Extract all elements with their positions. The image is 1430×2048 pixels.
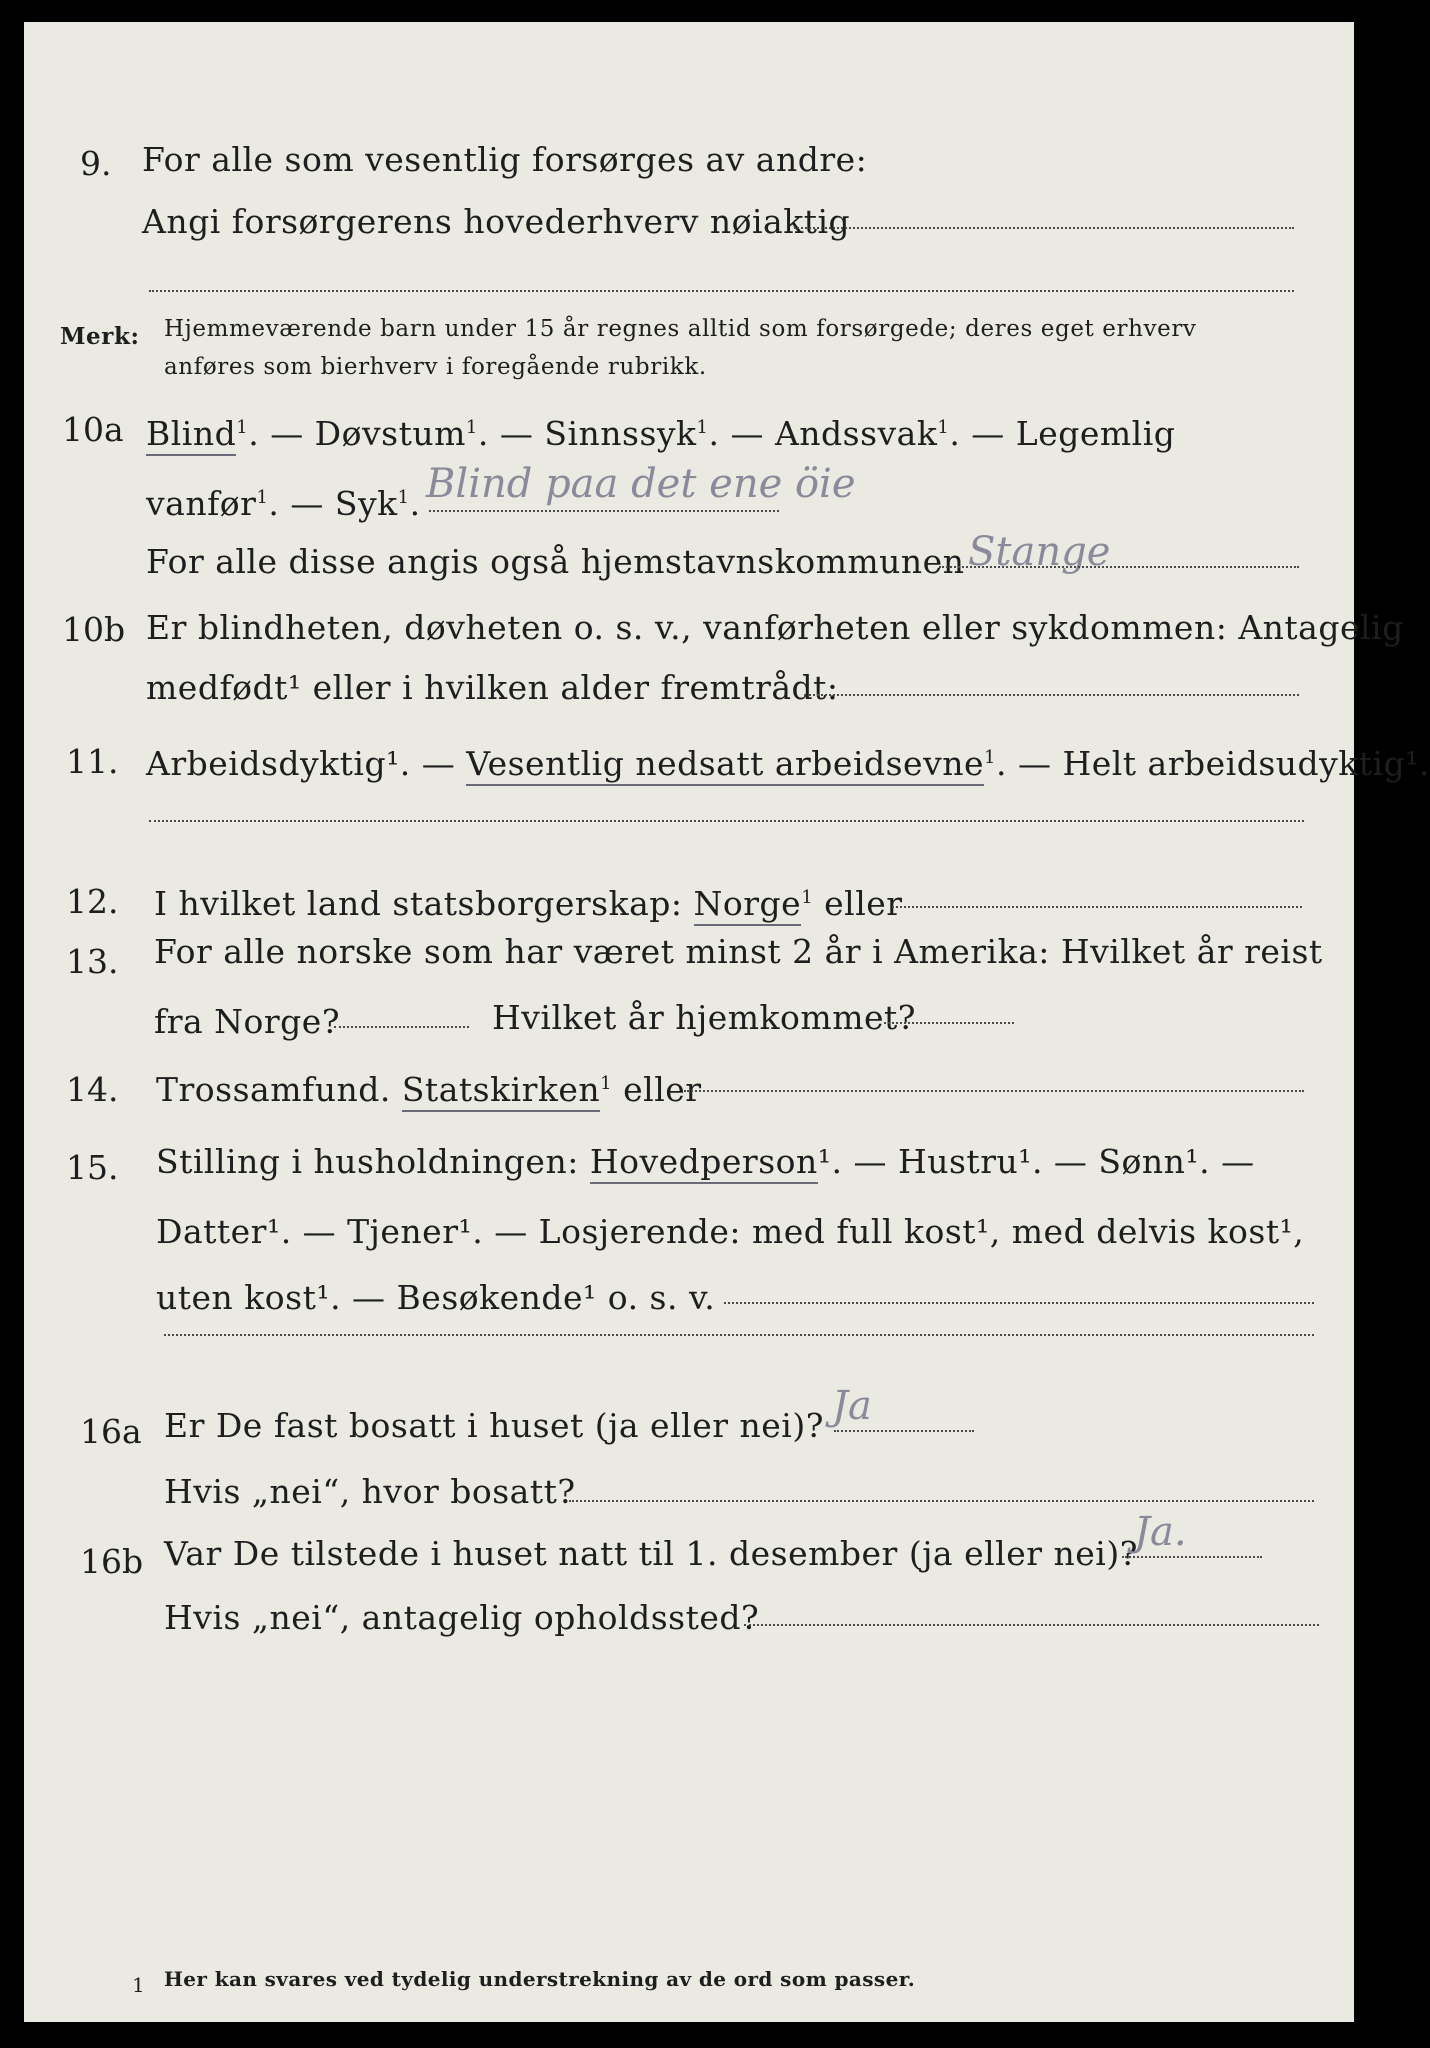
q13-line2b: Hvilket år hjemkommet? (492, 998, 916, 1037)
q10a-number: 10a (62, 410, 124, 449)
q15-line1: Stilling i husholdningen: Hovedperson¹. — Hustru¹. — Sønn¹. — (156, 1142, 1255, 1182)
q12-number: 12. (66, 882, 119, 921)
q13-reist-line[interactable] (334, 1026, 469, 1028)
footnote-mark: 1 (132, 1973, 146, 1997)
q10a-answer-line[interactable] (429, 510, 779, 512)
q16a-bosatt-line[interactable] (569, 1500, 1314, 1502)
q13-number: 13. (66, 942, 119, 981)
q14-line: Trossamfund. Statskirken$^1$ eller (156, 1064, 702, 1110)
merk-line1: Hjemmeværende barn under 15 år regnes alltid som forsørgede; deres eget erhverv (164, 316, 1197, 342)
q12-line: I hvilket land statsborgerskap: Norge$^1$ eller (154, 878, 903, 924)
q11-udyktig-option[interactable]: — Helt arbeidsudyktig¹. (1006, 744, 1430, 783)
q10a-line2: vanfør$^1$. — Syk$^1$. (146, 484, 421, 523)
q11-arbeidsdyktig-option[interactable]: Arbeidsdyktig¹. — (146, 744, 467, 783)
q14-statskirken-option[interactable]: Statskirken (402, 1070, 600, 1112)
q10a-line1: Blind$^1$. — Døvstum$^1$. — Sinnssyk$^1$. — Andssvak$^1$. — Legemlig (146, 408, 1175, 454)
footnote-text: Her kan svares ved tydelig understrekning av de ord som passer. (164, 1967, 916, 1991)
q10a-legemlig-option[interactable]: — Legemlig (960, 414, 1176, 453)
q9-line1: For alle som vesentlig forsørges av andre: (142, 140, 868, 179)
q16a-line1: Er De fast bosatt i huset (ja eller nei)? (164, 1406, 824, 1445)
q13-hjemkommet-line[interactable] (884, 1022, 1014, 1024)
q15-answer-line-2[interactable] (164, 1334, 1314, 1336)
q16b-answer-line[interactable] (1122, 1556, 1262, 1558)
q10b-line2: medfødt¹ eller i hvilken alder fremtrådt: (146, 668, 839, 707)
q10a-syk-option[interactable]: — Syk (279, 484, 398, 523)
q10a-sinnssyk-option[interactable]: — Sinnssyk (488, 414, 697, 453)
q10a-blind-option[interactable]: Blind (146, 414, 236, 456)
q16b-number: 16b (80, 1542, 144, 1581)
merk-line2: anføres som bierhverv i foregående rubrikk. (164, 354, 707, 380)
q14-answer-line[interactable] (684, 1090, 1304, 1092)
q11-nedsatt-option[interactable]: Vesentlig nedsatt arbeidsevne (466, 744, 984, 786)
q13-line1: For alle norske som har været minst 2 år i Amerika: Hvilket år reist (154, 932, 1323, 971)
q15-hovedperson-option[interactable]: Hovedperson (590, 1142, 818, 1184)
q10b-answer-line[interactable] (804, 694, 1299, 696)
q16a-handwritten-answer: Ja (832, 1383, 872, 1429)
q10a-andssvak-option[interactable]: — Andssvak (719, 414, 938, 453)
q16a-answer-line[interactable] (834, 1430, 974, 1432)
q12-norge-option[interactable]: Norge (694, 884, 802, 926)
q15-line2: Datter¹. — Tjener¹. — Losjerende: med full kost¹, med delvis kost¹, (156, 1212, 1305, 1251)
q15-line3: uten kost¹. — Besøkende¹ o. s. v. (156, 1278, 716, 1317)
q16a-line2: Hvis „nei“, hvor bosatt? (164, 1472, 576, 1511)
q13-line2a: fra Norge? (154, 1002, 341, 1041)
q9-line2: Angi forsørgerens hovederhverv nøiaktig (142, 202, 851, 241)
q9-number: 9. (80, 144, 112, 183)
q10a-line3: For alle disse angis også hjemstavnskommunen (146, 542, 965, 581)
q16b-line1: Var De tilstede i huset natt til 1. desember (ja eller nei)? (164, 1534, 1138, 1573)
q9-answer-line[interactable] (794, 227, 1294, 229)
q16a-number: 16a (80, 1412, 142, 1451)
q10b-line1: Er blindheten, døvheten o. s. v., vanførheten eller sykdommen: Antagelig (146, 608, 1404, 647)
q14-number: 14. (66, 1070, 119, 1109)
q15-answer-line[interactable] (724, 1302, 1314, 1304)
q11-answer-line[interactable] (149, 820, 1304, 822)
q11-number: 11. (66, 742, 119, 781)
q10b-number: 10b (62, 610, 126, 649)
q16b-handwritten-answer: Ja. (1134, 1509, 1187, 1555)
q10a-dovstum-option[interactable]: — Døvstum (259, 414, 466, 453)
q10a-handwritten-description: Blind paa det ene öie (426, 461, 856, 507)
q11-line: Arbeidsdyktig¹. — Vesentlig nedsatt arbeidsevne$^1$. — Helt arbeidsudyktig¹. (146, 738, 1430, 784)
census-form-page (24, 22, 1430, 2022)
merk-label: Merk: (60, 323, 140, 350)
q9-answer-line-2[interactable] (149, 290, 1294, 292)
q16b-line2: Hvis „nei“, antagelig opholdssted? (164, 1598, 760, 1637)
q12-answer-line[interactable] (892, 906, 1302, 908)
q15-number: 15. (66, 1148, 119, 1187)
q10a-kommune-line[interactable] (939, 566, 1299, 568)
q10a-vanfor-option[interactable]: vanfør (146, 484, 257, 523)
q16b-opholdssted-line[interactable] (744, 1624, 1319, 1626)
q10a-handwritten-kommune: Stange (968, 529, 1111, 575)
